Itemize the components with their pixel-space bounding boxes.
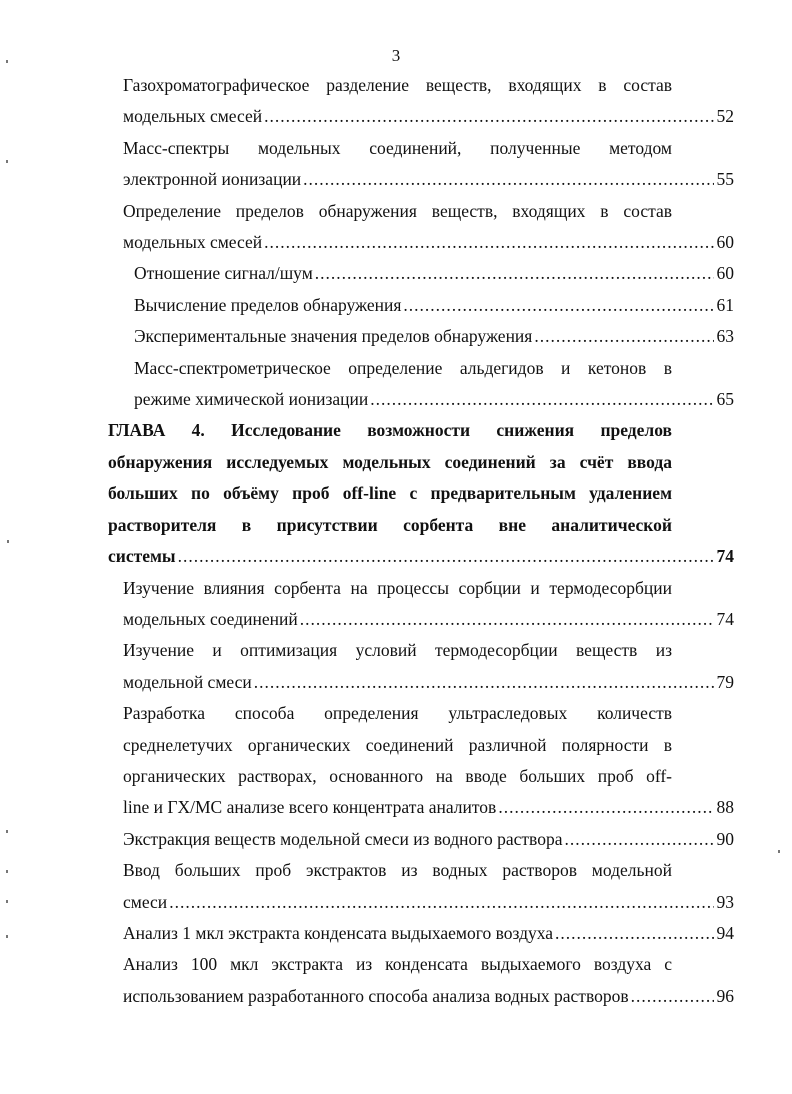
toc-entry-line: Ввод больших проб экстрактов из водных растворов модельной: [123, 860, 672, 881]
toc-entry: [108, 918, 734, 949]
toc-entry-title: Экстракция веществ модельной смеси из водного раствора: [123, 828, 563, 849]
toc-page-number: 52: [716, 106, 734, 127]
toc-entry-title: электронной ионизации: [123, 169, 302, 190]
dot-leader: [169, 887, 713, 918]
scan-speck: [7, 540, 9, 543]
toc-entry-title: использованием разработанного способа анализа водных растворов: [123, 985, 629, 1006]
toc-subentry: [108, 321, 734, 352]
dot-leader: [254, 667, 714, 698]
toc-entry-title: Вычисление пределов обнаружения: [134, 294, 402, 315]
dot-leader: [178, 541, 714, 572]
toc-entry-line: Газохроматографическое разделение веществ, входящих в состав: [123, 75, 672, 95]
dot-leader: [264, 101, 713, 132]
dot-leader: [315, 258, 714, 289]
toc-page-number: 93: [716, 891, 734, 912]
toc-entry-title: модельных смесей: [123, 232, 263, 253]
toc-page-number: 74: [716, 608, 734, 629]
toc-chapter-entry: [108, 415, 734, 572]
toc-entry: [108, 698, 734, 824]
scan-speck: [6, 160, 8, 163]
toc-subentry: [108, 258, 734, 289]
toc-entry-line: Разработка способа определения ультраследовых количеств: [123, 703, 672, 724]
dot-leader: [631, 981, 714, 1012]
dot-leader: [300, 604, 714, 635]
toc-page-number: 90: [716, 828, 734, 849]
toc-page-number: 65: [716, 389, 734, 410]
toc-entry: [108, 573, 734, 636]
toc-subentry: [108, 353, 734, 416]
dot-leader: [498, 792, 713, 823]
toc-entry-line: органических растворах, основанного на вводе больших проб off-: [123, 765, 672, 786]
dot-leader: [264, 227, 713, 258]
toc-entry-title: системы: [108, 546, 176, 567]
page-number: 3: [391, 46, 401, 65]
toc-entry-title: модельных соединений: [123, 608, 298, 629]
toc-entry: [108, 949, 734, 1012]
toc-entry-line: обнаружения исследуемых модельных соединений за счёт ввода: [108, 451, 672, 472]
toc-page-number: 74: [716, 546, 734, 567]
scan-speck: [6, 830, 8, 833]
scan-speck: [6, 935, 8, 938]
toc-entry-title: модельных смесей: [123, 106, 263, 127]
toc-entry-line: Изучение и оптимизация условий термодесорбции веществ из: [123, 640, 672, 661]
toc-entry-line: растворителя в присутствии сорбента вне аналитической: [108, 514, 672, 535]
toc-page-number: 63: [716, 326, 734, 347]
toc-page-number: 55: [716, 169, 734, 190]
dot-leader: [534, 321, 713, 352]
toc-entry-title: смеси: [123, 891, 168, 912]
toc-page-number: 60: [716, 232, 734, 253]
toc-subentry: [108, 290, 734, 321]
toc-page-number: 88: [716, 797, 734, 818]
toc-entry: [108, 824, 734, 855]
toc-entry-title: line и ГХ/МС анализе всего концентрата аналитов: [123, 797, 497, 818]
toc-entry-line: среднелетучих органических соединений различной полярности в: [123, 734, 672, 755]
toc-entry-title: Анализ 1 мкл экстракта конденсата выдыхаемого воздуха: [123, 922, 554, 943]
toc-entry-line: ГЛАВА 4. Исследование возможности снижения пределов: [108, 420, 672, 441]
scan-speck: [6, 900, 8, 903]
dot-leader: [564, 824, 713, 855]
dot-leader: [303, 164, 713, 195]
dot-leader: [403, 290, 713, 321]
scan-speck: [6, 870, 8, 873]
dot-leader: [370, 384, 713, 415]
scan-speck: [6, 60, 8, 63]
toc-entry-title: Экспериментальные значения пределов обнаружения: [134, 326, 533, 347]
toc-entry: [108, 635, 734, 698]
scan-speck: [778, 850, 780, 853]
toc-page-number: 61: [716, 294, 734, 315]
toc-entry: [108, 855, 734, 918]
toc-entry: [108, 133, 734, 196]
toc-page-number: 79: [716, 671, 734, 692]
toc-entry: [108, 196, 734, 259]
toc-entry-line: Масс-спектры модельных соединений, полученные методом: [123, 137, 672, 158]
toc-page-number: 96: [716, 985, 734, 1006]
toc-entry: [108, 70, 734, 133]
toc-entry-line: Определение пределов обнаружения веществ, входящих в состав: [123, 200, 672, 221]
dot-leader: [555, 918, 713, 949]
toc-page-number: 94: [716, 922, 734, 943]
toc-entry-line: Изучение влияния сорбента на процессы сорбции и термодесорбции: [123, 577, 672, 598]
toc-entry-title: модельной смеси: [123, 671, 252, 692]
toc-page-number: 60: [716, 263, 734, 284]
toc-entry-line: Масс-спектрометрическое определение альдегидов и кетонов в: [134, 357, 672, 378]
toc-entry-title: режиме химической ионизации: [134, 389, 369, 410]
table-of-contents: [108, 70, 734, 1012]
toc-entry-line: больших по объёму проб off-line с предварительным удалением: [108, 483, 672, 504]
toc-entry-line: Анализ 100 мкл экстракта из конденсата выдыхаемого воздуха с: [123, 954, 672, 975]
toc-entry-title: Отношение сигнал/шум: [134, 263, 313, 284]
